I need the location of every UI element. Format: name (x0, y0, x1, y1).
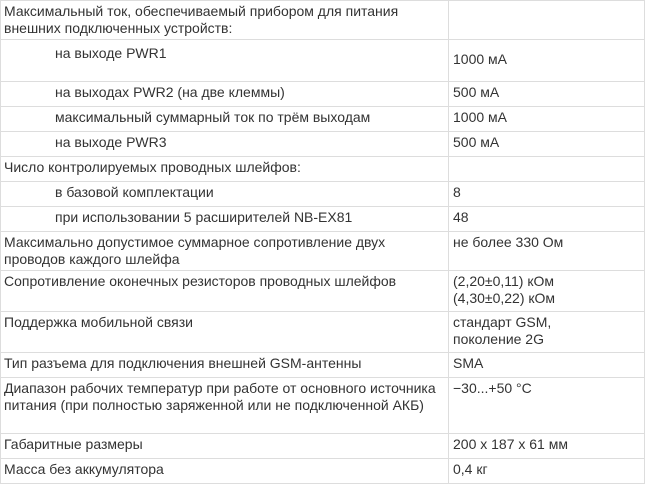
spec-value: 200 х 187 х 61 мм (449, 434, 645, 459)
spec-value: (2,20±0,11) кОм (4,30±0,22) кОм (449, 271, 645, 312)
spec-row (1, 40, 645, 82)
spec-label: максимальный суммарный ток по трём выходам (1, 107, 449, 132)
spec-label: Поддержка мобильной связи (1, 312, 449, 353)
spec-row (1, 434, 645, 459)
spec-label: Максимально допустимое суммарное сопротивление двух проводов каждого шлейфа (1, 232, 449, 271)
spec-value: стандарт GSM, поколение 2G (449, 312, 645, 353)
spec-row (1, 459, 645, 484)
spec-row (1, 312, 645, 353)
spec-row (1, 182, 645, 207)
spec-row (1, 107, 645, 132)
spec-label: на выходе PWR3 (1, 132, 449, 157)
spec-row (1, 271, 645, 312)
spec-label: Габаритные размеры (1, 434, 449, 459)
spec-value: SMA (449, 353, 645, 378)
spec-row (1, 82, 645, 107)
spec-label: Диапазон рабочих температур при работе от основного источника питания (при полностью заряженной или не подключенной АКБ) (1, 378, 449, 434)
spec-label: Максимальный ток, обеспечиваемый прибором для питания внешних подключенных устройств: (1, 1, 449, 40)
specifications-table-body (1, 1, 645, 484)
spec-label: на выходах PWR2 (на две клеммы) (1, 82, 449, 107)
spec-value (449, 1, 645, 40)
spec-row (1, 232, 645, 271)
spec-label: Сопротивление оконечных резисторов проводных шлейфов (1, 271, 449, 312)
spec-row (1, 132, 645, 157)
spec-row (1, 1, 645, 40)
spec-row (1, 353, 645, 378)
spec-value (449, 157, 645, 182)
spec-value: 0,4 кг (449, 459, 645, 484)
spec-label: в базовой комплектации (1, 182, 449, 207)
spec-value: не более 330 Ом (449, 232, 645, 271)
spec-label: при использовании 5 расширителей NB-EX81 (1, 207, 449, 232)
spec-value: 500 мА (449, 132, 645, 157)
spec-label: на выходе PWR1 (1, 40, 449, 82)
spec-row (1, 157, 645, 182)
spec-label: Тип разъема для подключения внешней GSM-антенны (1, 353, 449, 378)
spec-value: 500 мА (449, 82, 645, 107)
spec-label: Число контролируемых проводных шлейфов: (1, 157, 449, 182)
spec-value: 8 (449, 182, 645, 207)
spec-label: Масса без аккумулятора (1, 459, 449, 484)
spec-row (1, 207, 645, 232)
spec-row (1, 378, 645, 434)
spec-value: 1000 мА (449, 40, 645, 82)
spec-value: 1000 мА (449, 107, 645, 132)
spec-value: 48 (449, 207, 645, 232)
spec-value: −30...+50 °С (449, 378, 645, 434)
